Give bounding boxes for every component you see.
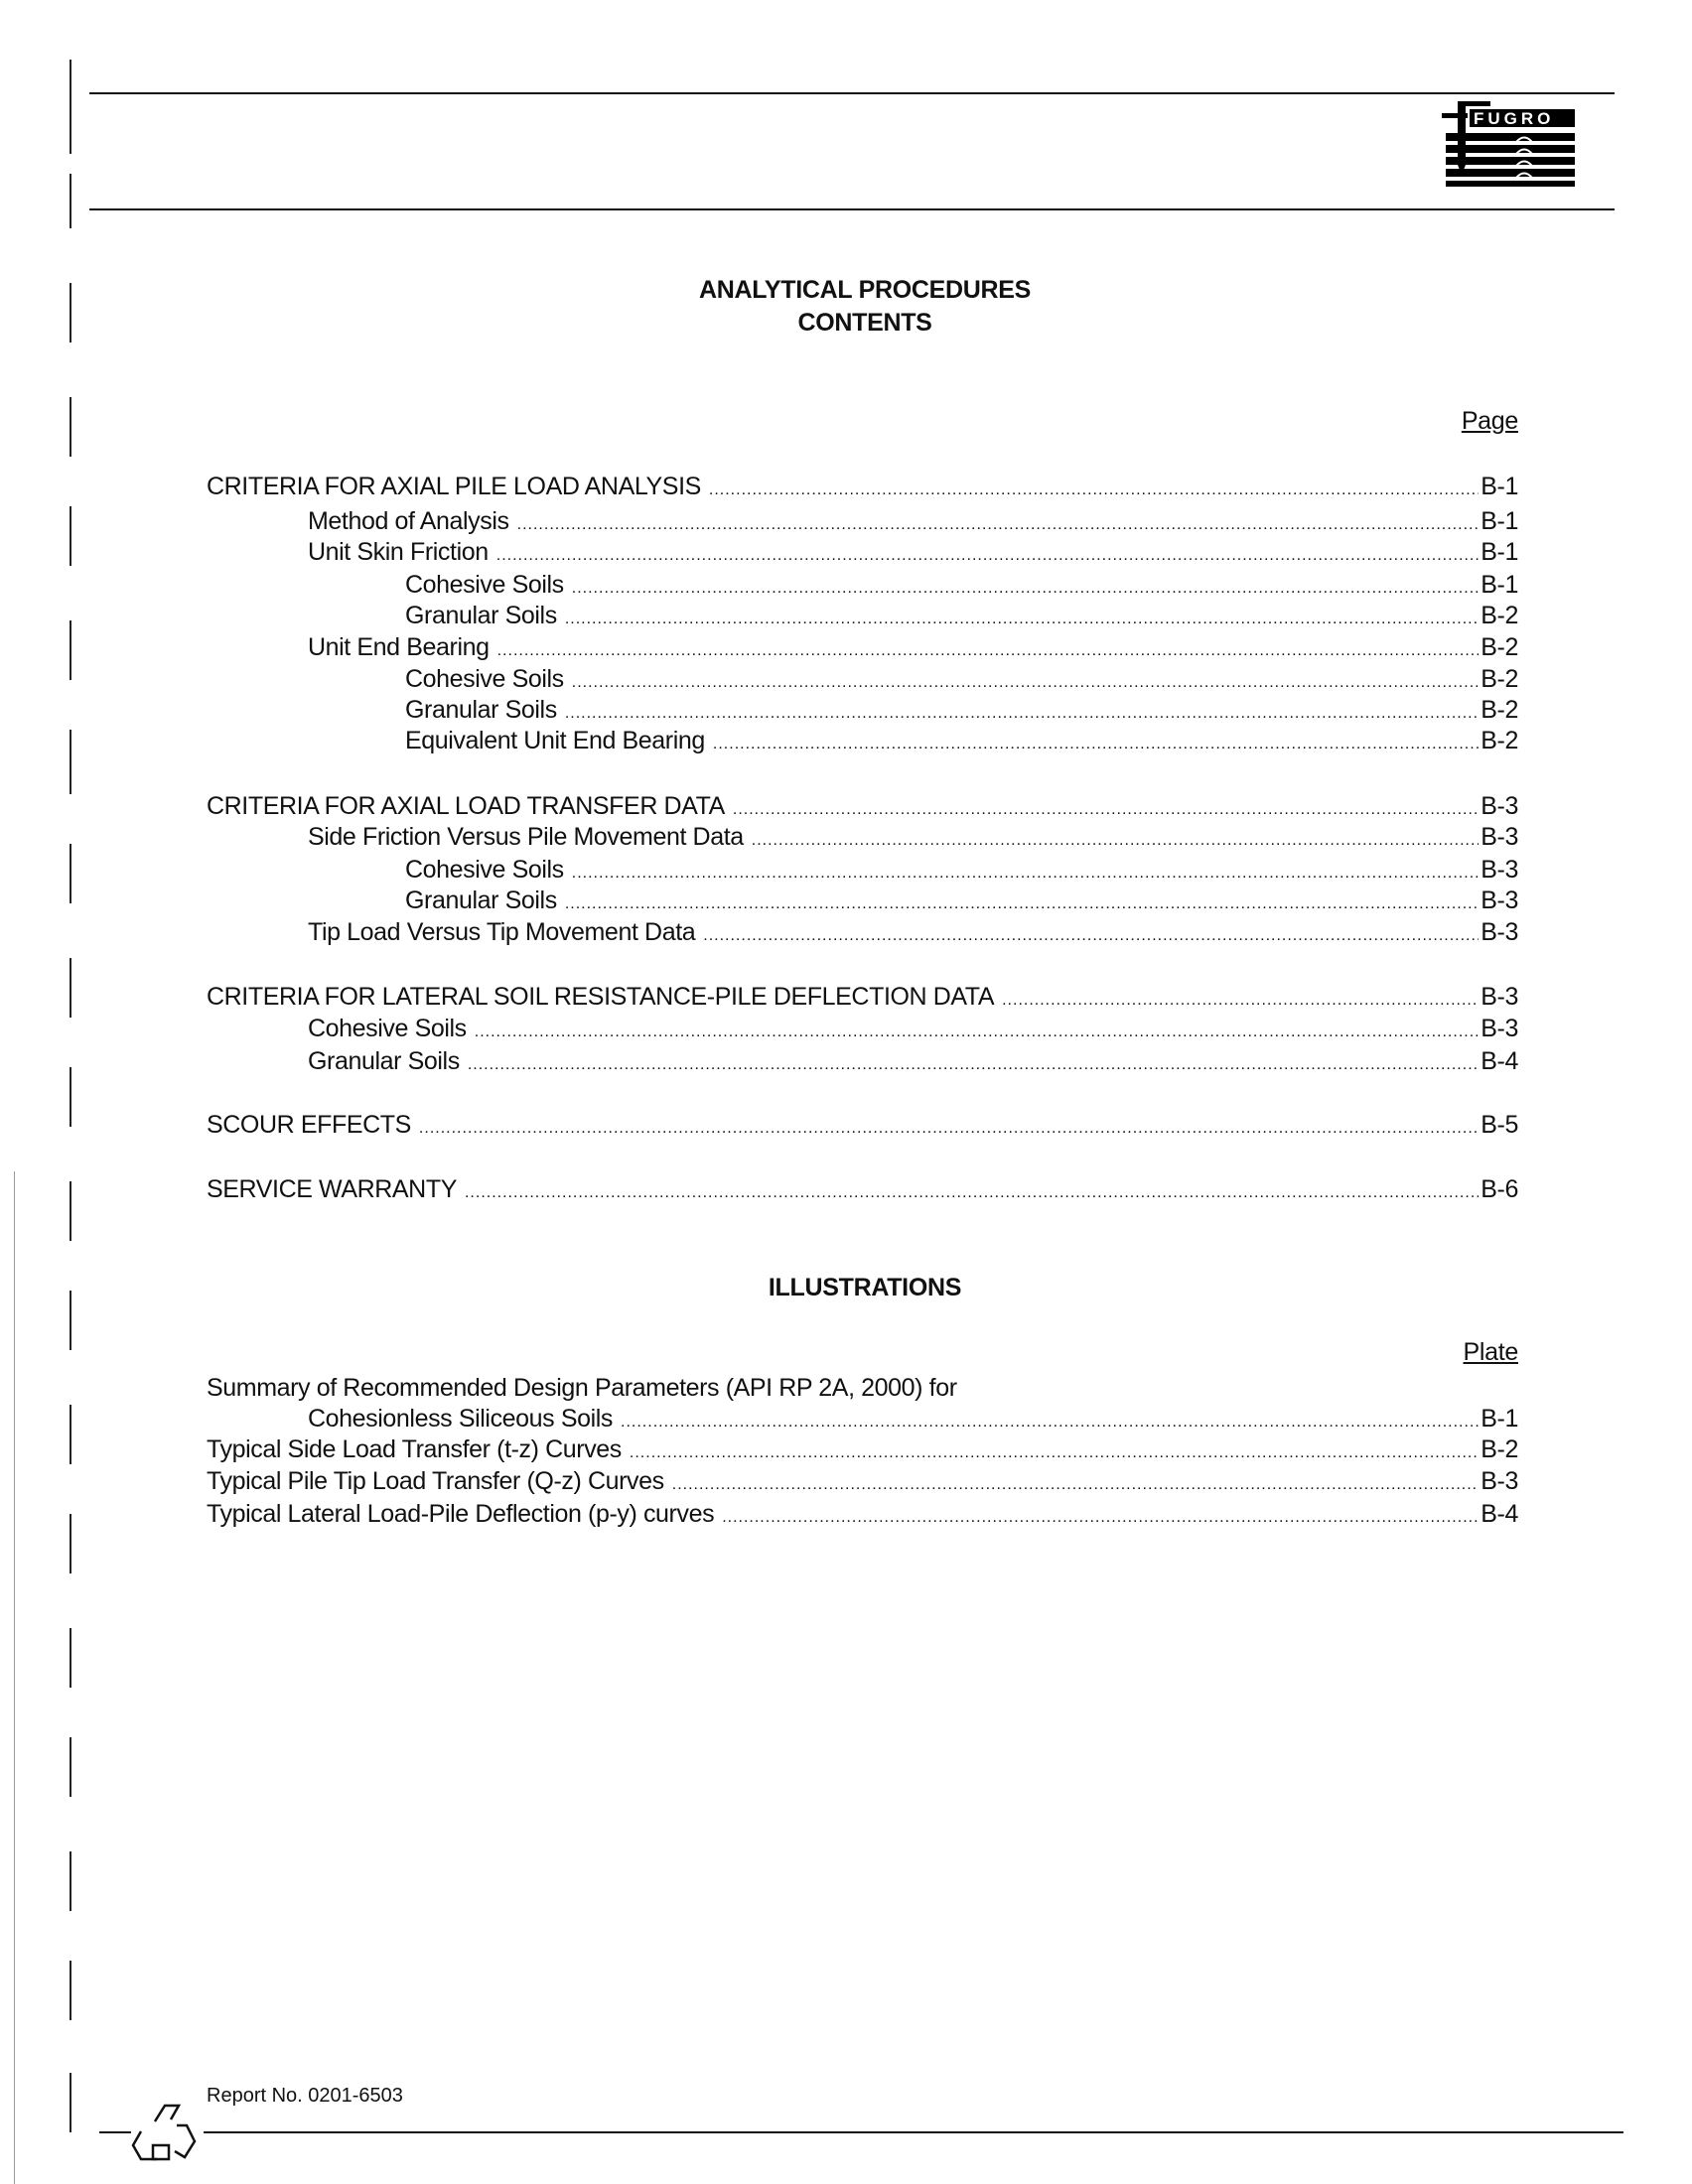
entry-label: Typical Pile Tip Load Transfer (Q-z) Curves <box>207 1467 664 1495</box>
toc-entry <box>207 1110 1518 1140</box>
dot-leader <box>572 574 1480 604</box>
margin-mark <box>70 60 71 154</box>
dot-leader <box>733 795 1479 825</box>
entry-page: B-2 <box>1480 696 1518 724</box>
entry-label: Granular Soils <box>405 887 557 914</box>
entry-page: B-6 <box>1480 1175 1518 1203</box>
entry-label: CRITERIA FOR AXIAL PILE LOAD ANALYSIS <box>207 473 701 500</box>
margin-mark <box>70 2073 71 2132</box>
entry-page: B-3 <box>1480 1467 1518 1495</box>
illustration-entry <box>207 1434 1518 1464</box>
entry-label: Granular Soils <box>405 696 557 724</box>
margin-mark <box>70 620 71 680</box>
dot-leader <box>672 1470 1480 1500</box>
toc-entry <box>207 982 1518 1012</box>
entry-label: Cohesionless Siliceous Soils <box>308 1405 614 1433</box>
dot-leader <box>572 668 1480 698</box>
entry-page: B-2 <box>1480 665 1518 693</box>
report-number: Report No. 0201-6503 <box>207 2085 403 2107</box>
illustration-entry-line: Summary of Recommended Design Parameters (API RP 2A, 2000) for <box>207 1374 957 1402</box>
svg-text:FUGRO: FUGRO <box>1474 109 1555 128</box>
margin-mark <box>14 1171 15 2184</box>
dot-leader <box>497 636 1480 666</box>
entry-page: B-2 <box>1480 602 1518 629</box>
dot-leader <box>572 859 1480 888</box>
entry-label: Unit Skin Friction <box>308 538 489 566</box>
header-top-rule <box>89 92 1615 94</box>
entry-label: Cohesive Soils <box>405 665 564 693</box>
margin-mark <box>70 844 71 903</box>
margin-mark <box>70 1067 71 1127</box>
entry-page: B-3 <box>1480 792 1518 820</box>
dot-leader <box>419 1114 1479 1144</box>
entry-label: Granular Soils <box>308 1047 460 1075</box>
margin-mark <box>70 1405 71 1464</box>
entry-page: B-2 <box>1480 727 1518 754</box>
entry-page: B-3 <box>1480 856 1518 884</box>
header-bottom-rule <box>89 208 1615 210</box>
entry-page: B-4 <box>1480 1047 1518 1075</box>
entry-label: Equivalent Unit End Bearing <box>405 727 705 754</box>
entry-page: B-1 <box>1480 507 1518 535</box>
margin-mark <box>70 958 71 1018</box>
entry-label: CRITERIA FOR AXIAL LOAD TRANSFER DATA <box>207 792 725 820</box>
entry-label: Cohesive Soils <box>405 571 564 599</box>
dot-leader <box>722 1503 1479 1533</box>
toc-entry <box>405 570 1518 600</box>
entry-page: B-3 <box>1480 887 1518 914</box>
entry-page: B-3 <box>1480 918 1518 946</box>
dot-leader <box>565 605 1479 634</box>
entry-page: B-1 <box>1480 1405 1518 1433</box>
entry-page: B-1 <box>1480 538 1518 566</box>
dot-leader <box>621 1408 1479 1437</box>
entry-label: SCOUR EFFECTS <box>207 1111 411 1139</box>
entry-label: Unit End Bearing <box>308 633 490 661</box>
dot-leader <box>713 730 1479 759</box>
dot-leader <box>517 510 1480 540</box>
margin-mark <box>70 730 71 794</box>
toc-entry <box>207 791 1518 821</box>
footer-rule <box>204 2131 1623 2133</box>
entry-label: Cohesive Soils <box>308 1015 467 1042</box>
illustrations-heading: ILLUSTRATIONS <box>768 1274 962 1301</box>
dot-leader <box>468 1050 1479 1080</box>
margin-mark <box>70 1514 71 1573</box>
page-column-label: Page <box>1461 407 1518 435</box>
toc-entry <box>308 822 1518 852</box>
toc-entry <box>308 1014 1518 1043</box>
entry-label: Side Friction Versus Pile Movement Data <box>308 823 744 851</box>
dot-leader <box>565 699 1479 729</box>
fugro-logo <box>1442 95 1576 187</box>
dot-leader <box>565 889 1479 919</box>
dot-leader <box>630 1438 1479 1468</box>
plate-column-label: Plate <box>1463 1338 1518 1366</box>
toc-entry <box>308 506 1518 536</box>
toc-entry <box>308 917 1518 947</box>
entry-label: Typical Side Load Transfer (t-z) Curves <box>207 1435 622 1463</box>
entry-page: B-3 <box>1480 983 1518 1011</box>
entry-page: B-4 <box>1480 1500 1518 1528</box>
margin-mark <box>70 1961 71 2020</box>
dot-leader <box>703 921 1479 951</box>
dot-leader <box>465 1178 1479 1208</box>
toc-entry <box>405 601 1518 630</box>
toc-entry <box>207 1174 1518 1204</box>
entry-page: B-3 <box>1480 823 1518 851</box>
illustration-entry <box>207 1499 1518 1529</box>
dot-leader <box>475 1018 1480 1047</box>
recycle-icon <box>127 2102 207 2165</box>
margin-mark <box>70 397 71 457</box>
margin-mark <box>70 1737 71 1797</box>
entry-label: CRITERIA FOR LATERAL SOIL RESISTANCE-PILE DEFLECTION DATA <box>207 983 995 1011</box>
entry-page: B-1 <box>1480 473 1518 500</box>
entry-label: Typical Lateral Load-Pile Deflection (p-y) curves <box>207 1500 715 1528</box>
dot-leader <box>1002 986 1479 1016</box>
toc-entry <box>308 632 1518 662</box>
toc-entry <box>405 695 1518 725</box>
margin-mark <box>70 1628 71 1688</box>
entry-label: Granular Soils <box>405 602 557 629</box>
toc-entry <box>405 855 1518 885</box>
toc-entry <box>405 664 1518 694</box>
entry-label: Cohesive Soils <box>405 856 564 884</box>
illustration-entry <box>308 1404 1518 1433</box>
toc-entry <box>207 472 1518 501</box>
entry-page: B-1 <box>1480 571 1518 599</box>
margin-mark <box>70 1851 71 1911</box>
dot-leader <box>496 541 1480 571</box>
toc-entry <box>405 886 1518 915</box>
page-title: ANALYTICAL PROCEDURES <box>698 276 1032 304</box>
illustration-entry <box>207 1466 1518 1496</box>
margin-mark <box>70 506 71 566</box>
margin-mark <box>70 174 71 228</box>
entry-page: B-3 <box>1480 1015 1518 1042</box>
toc-entry <box>308 1046 1518 1076</box>
toc-entry <box>308 537 1518 567</box>
entry-label: Method of Analysis <box>308 507 509 535</box>
margin-mark <box>70 1181 71 1241</box>
toc-entry <box>405 726 1518 755</box>
entry-label: Tip Load Versus Tip Movement Data <box>308 918 696 946</box>
page-subtitle: CONTENTS <box>797 309 932 337</box>
entry-page: B-2 <box>1480 1435 1518 1463</box>
entry-page: B-5 <box>1480 1111 1518 1139</box>
entry-label: SERVICE WARRANTY <box>207 1175 457 1203</box>
entry-page: B-2 <box>1480 633 1518 661</box>
dot-leader <box>709 476 1479 505</box>
dot-leader <box>752 826 1480 856</box>
